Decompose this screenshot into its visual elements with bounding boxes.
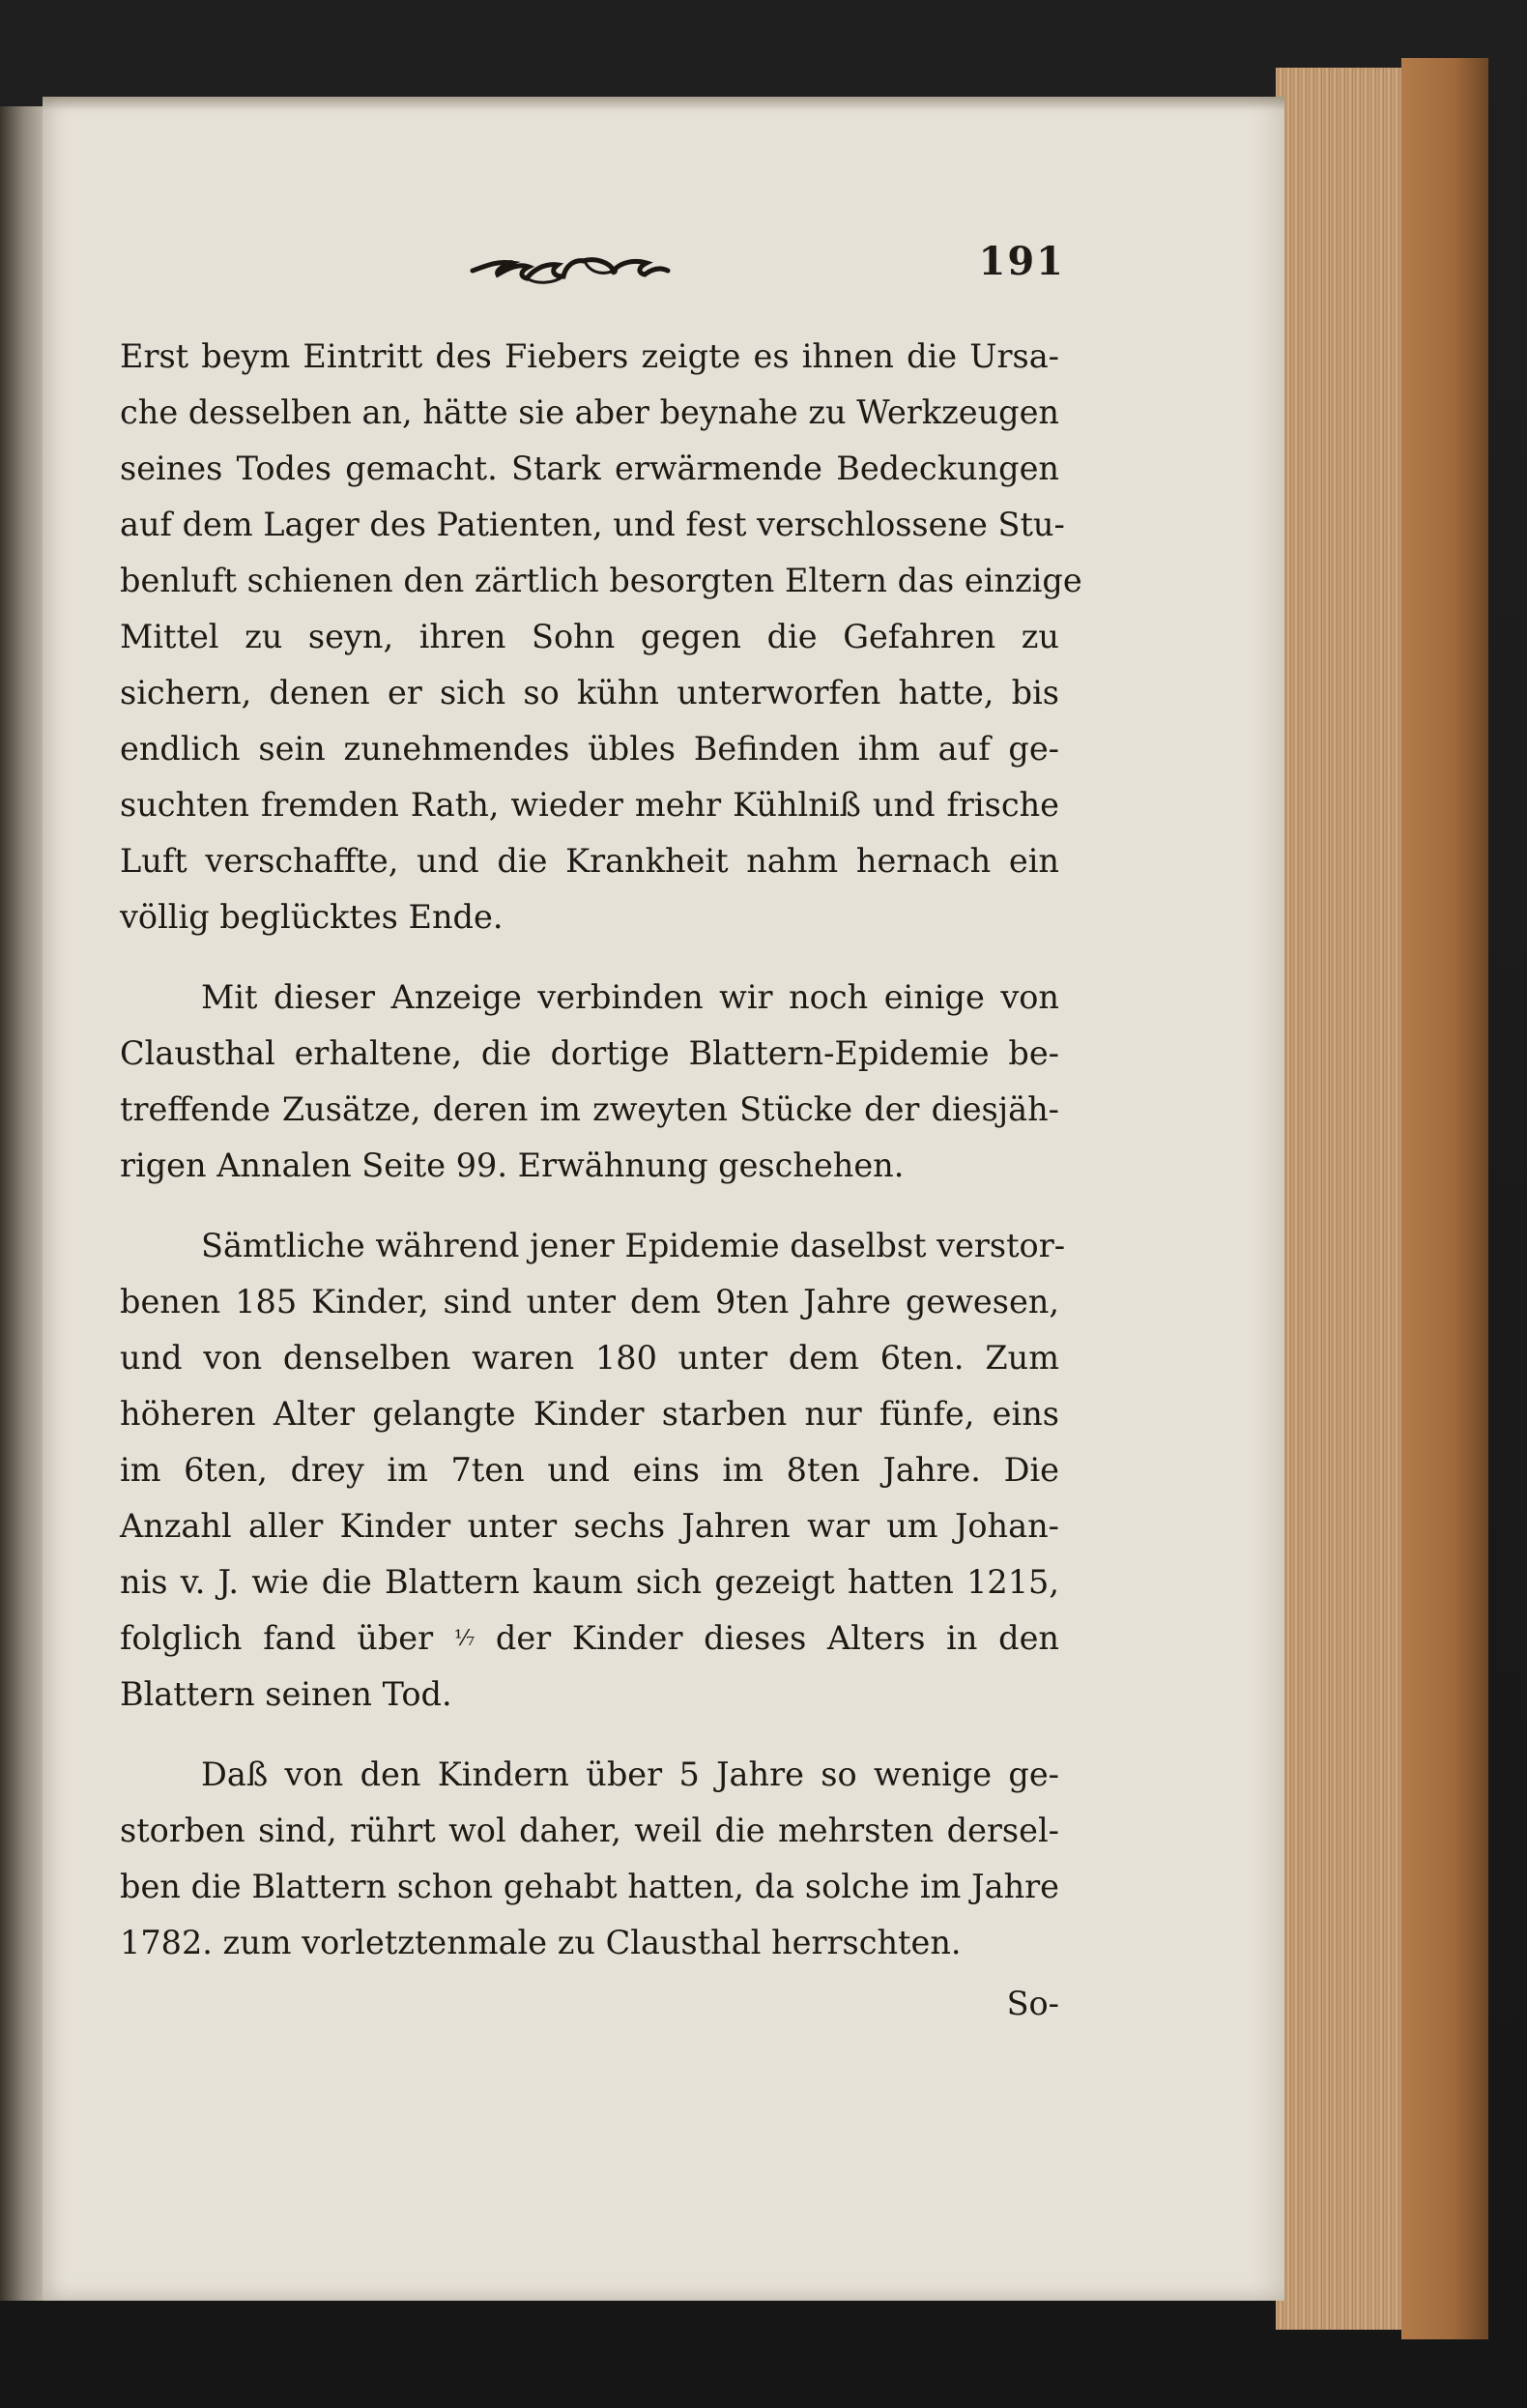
text-line: Mit dieser Anzeige verbinden wir noch einige von <box>201 978 1059 1016</box>
text-line: Luft verschaffte, und die Krankheit nahm hernach ein <box>120 842 1059 880</box>
text-line: suchten fremden Rath, wieder mehr Kühlniß und frische <box>120 786 1059 824</box>
paragraph-2 <box>120 970 1059 1194</box>
text-line: auf dem Lager des Patienten, und fest verschlossene Stu- <box>120 506 1065 543</box>
text-line: Erst beym Eintritt des Fiebers zeigte es ihnen die Ursa- <box>120 337 1059 375</box>
page-top-shadow <box>43 97 1284 110</box>
body-text <box>120 329 1082 1971</box>
paragraph-1 <box>120 329 1082 945</box>
text-line: Sämtliche während jener Epidemie daselbst verstor- <box>201 1227 1066 1264</box>
text-line: völlig beglücktes Ende. <box>120 898 504 936</box>
text-line: ben die Blattern schon gehabt hatten, da solche im Jahre <box>120 1868 1059 1905</box>
text-line: 1782. zum vorletztenmale zu Clausthal herrschten. <box>120 1924 962 1961</box>
catchword: So- <box>1006 1985 1059 2022</box>
text-line: rigen Annalen Seite 99. Erwähnung geschehen. <box>120 1146 905 1184</box>
text-line: endlich sein zunehmendes übles Befinden ihm auf ge- <box>120 730 1059 768</box>
text-line: sichern, denen er sich so kühn unterworfen hatte, bis <box>120 674 1059 711</box>
text-segment: folglich fand über <box>120 1619 434 1657</box>
text-line: benluft schienen den zärtlich besorgten Eltern das einzige <box>120 562 1082 599</box>
binding-gutter <box>0 106 43 2301</box>
text-line: höheren Alter gelangte Kinder starben nur fünfe, eins <box>120 1395 1059 1433</box>
text-line: und von denselben waren 180 unter dem 6ten. Zum <box>120 1339 1059 1377</box>
printers-ornament-icon <box>469 242 672 290</box>
text-line: treffende Zusätze, deren im zweyten Stücke der diesjäh- <box>120 1090 1059 1128</box>
text-line: Mittel zu seyn, ihren Sohn gegen die Gefahren zu <box>120 618 1059 655</box>
text-line: Blattern seinen Tod. <box>120 1675 452 1713</box>
text-line: im 6ten, drey im 7ten und eins im 8ten Jahre. Die <box>120 1451 1059 1489</box>
fraction-one-seventh: ⅐ <box>453 1627 475 1651</box>
paragraph-3 <box>120 1218 1066 1723</box>
text-line: che desselben an, hätte sie aber beynahe zu Werkzeugen <box>120 393 1059 431</box>
text-line: benen 185 Kinder, sind unter dem 9ten Jahre gewesen, <box>120 1283 1059 1320</box>
text-line: storben sind, rührt wol daher, weil die mehrsten dersel- <box>120 1812 1059 1849</box>
text-line: seines Todes gemacht. Stark erwärmende Bedeckungen <box>120 450 1059 487</box>
text-line: Clausthal erhaltene, die dortige Blattern-Epidemie be- <box>120 1034 1059 1072</box>
text-segment: der Kinder dieses Alters in den <box>495 1619 1059 1657</box>
text-line-with-fraction <box>120 1610 1059 1667</box>
paragraph-4 <box>120 1747 1059 1971</box>
text-line: Daß von den Kindern über 5 Jahre so wenige ge- <box>201 1755 1059 1793</box>
page-number: 191 <box>978 239 1065 284</box>
text-line: Anzahl aller Kinder unter sechs Jahren war um Johan- <box>120 1507 1059 1545</box>
text-line: nis v. J. wie die Blattern kaum sich gezeigt hatten 1215, <box>120 1563 1059 1601</box>
book-cover-edge <box>1401 58 1488 2339</box>
